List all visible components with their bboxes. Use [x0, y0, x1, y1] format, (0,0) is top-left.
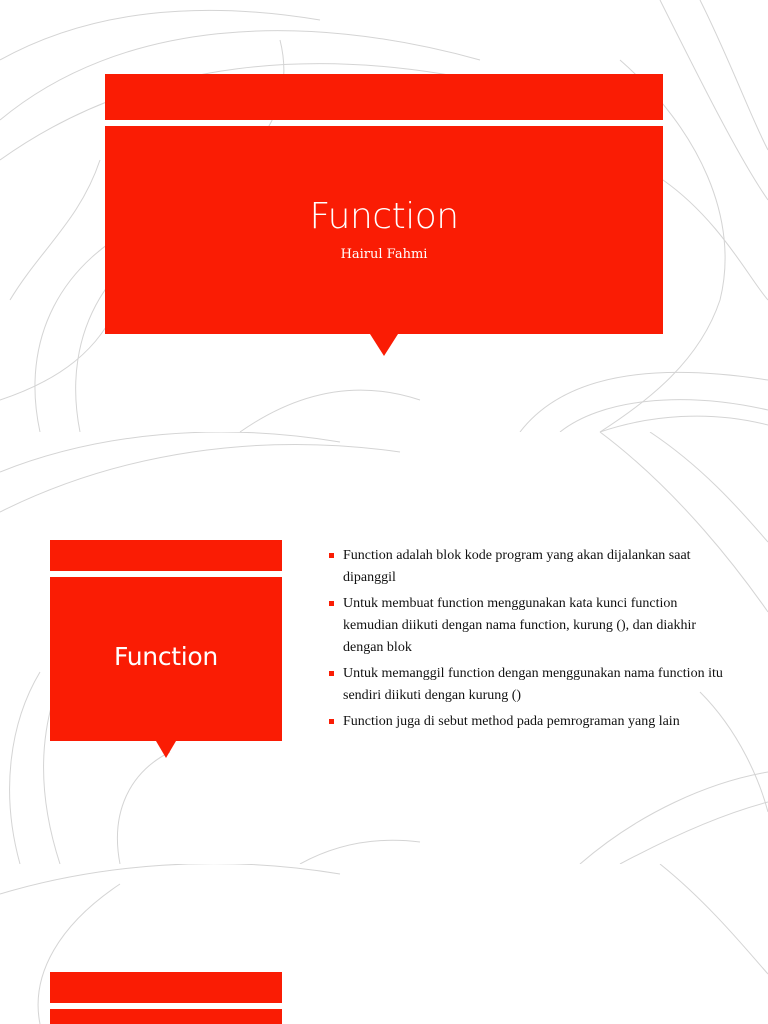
title-slide	[0, 0, 768, 432]
title-top-bar	[105, 74, 663, 120]
content-top-bar	[50, 540, 282, 571]
bullet-text: Function adalah blok kode program yang akan dijalankan saat dipanggil	[343, 548, 691, 585]
bullet-text: Untuk memanggil function dengan menggunakan nama function itu sendiri diikuti dengan kurung ()	[343, 666, 723, 703]
third-panel	[50, 1009, 282, 1024]
bullet-list	[328, 545, 728, 737]
bullet-item	[328, 663, 728, 707]
bullet-item	[328, 711, 728, 733]
square-bullet-icon	[329, 719, 334, 724]
square-bullet-icon	[329, 553, 334, 558]
square-bullet-icon	[329, 671, 334, 676]
bullet-text: Function juga di sebut method pada pemrograman yang lain	[343, 714, 680, 729]
third-top-bar	[50, 972, 282, 1003]
third-slide	[0, 864, 768, 1024]
slide-title: Function	[309, 196, 459, 237]
bullet-item	[328, 593, 728, 659]
slide-heading: Function	[114, 642, 218, 671]
content-panel	[50, 577, 282, 741]
callout-pointer	[156, 741, 176, 758]
content-slide	[0, 432, 768, 864]
bullet-text: Untuk membuat function menggunakan kata kunci function kemudian diikuti dengan nama function, kurung (), dan diakhir dengan blok	[343, 596, 697, 655]
slide-subtitle: Hairul Fahmi	[340, 247, 428, 262]
callout-pointer	[370, 334, 398, 356]
square-bullet-icon	[329, 601, 334, 606]
title-panel	[105, 126, 663, 334]
bullet-item	[328, 545, 728, 589]
